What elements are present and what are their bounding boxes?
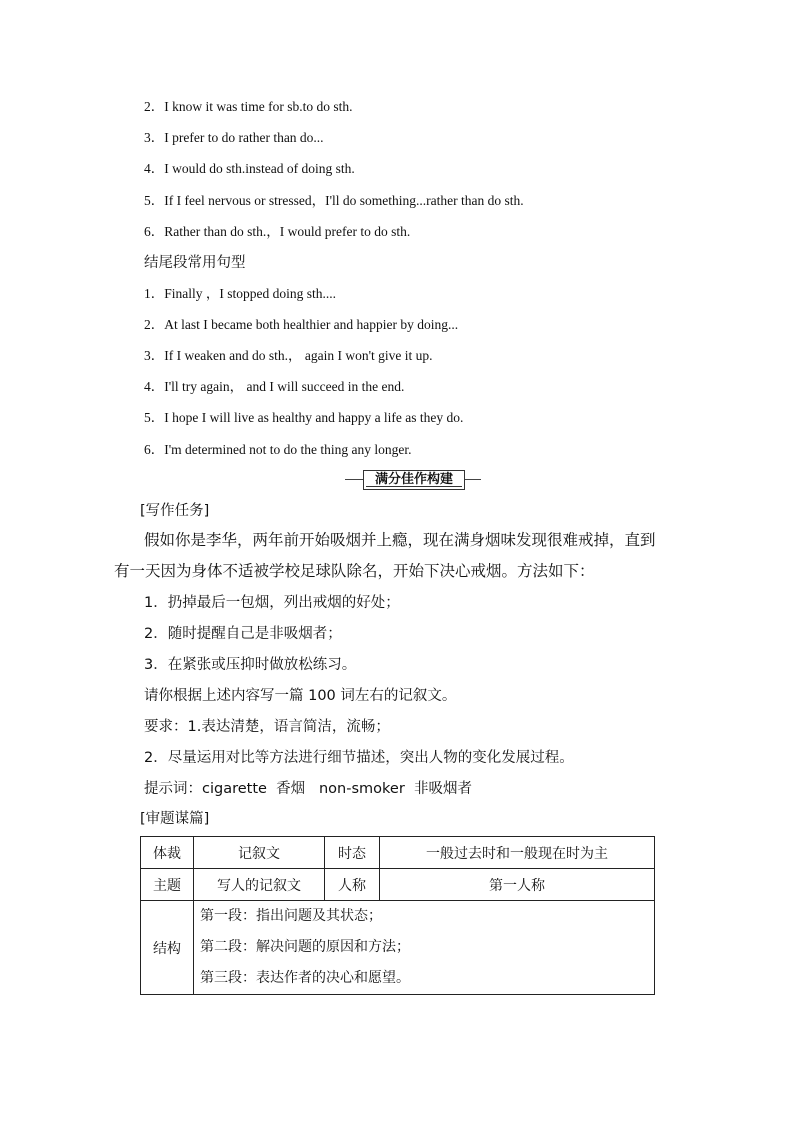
banner-rule-right: [465, 479, 481, 480]
structure-line-2: 第二段：解决问题的原因和方法；: [200, 939, 410, 955]
banner-rule-left: [345, 479, 363, 480]
table-cell-tense-label: 时态: [325, 837, 380, 869]
table-cell-genre-label: 体裁: [141, 837, 194, 869]
task-method-1: 1．扔掉最后一包烟，列出戒烟的好处；: [144, 595, 400, 611]
ending-sentence-5: 5．I hope I will live as healthy and happy a life as they do.: [144, 410, 464, 425]
body-sentence-2: 2．I know it was time for sb.to do sth.: [144, 99, 353, 114]
table-cell-structure-label: 结构: [141, 901, 194, 995]
structure-line-1: 第一段：指出问题及其状态；: [200, 908, 382, 924]
table-cell-theme-value: 写人的记叙文: [194, 869, 325, 901]
ending-sentence-1: 1．Finally ，I stopped doing sth....: [144, 286, 336, 301]
task-paragraph-line-2: 有一天因为身体不适被学校足球队除名，开始下决心戒烟。方法如下：: [114, 562, 595, 580]
requirement-1: 要求：1.表达清楚，语言简洁，流畅；: [144, 719, 390, 735]
ending-heading: 结尾段常用句型: [144, 255, 246, 271]
body-sentence-4: 4．I would do sth.instead of doing sth.: [144, 161, 355, 176]
hint-words: 提示词：cigarette 香烟 non-smoker 非吸烟者: [144, 781, 473, 797]
plan-table: [140, 836, 655, 995]
task-method-2: 2．随时提醒自己是非吸烟者；: [144, 626, 342, 642]
ending-sentence-2: 2．At last I became both healthier and happier by doing...: [144, 317, 459, 332]
body-sentence-5: 5．If I feel nervous or stressed，I'll do something...rather than do sth.: [144, 193, 524, 208]
plan-heading: [审题谋篇]: [140, 811, 210, 827]
ending-sentence-3: 3．If I weaken and do sth.， again I won't give it up.: [144, 348, 433, 363]
body-sentence-6: 6．Rather than do sth.，I would prefer to do sth.: [144, 224, 411, 239]
table-cell-structure-value: [194, 901, 655, 995]
table-cell-person-label: 人称: [325, 869, 380, 901]
table-cell-person-value: 第一人称: [380, 869, 655, 901]
task-paragraph-line-1: 假如你是李华，两年前开始吸烟并上瘾，现在满身烟味发现很难戒掉，直到: [144, 531, 656, 549]
table-cell-tense-value: 一般过去时和一般现在时为主: [380, 837, 655, 869]
table-row: [141, 901, 655, 995]
task-heading: [写作任务]: [140, 503, 210, 519]
task-instruction: 请你根据上述内容写一篇 100 词左右的记叙文。: [144, 688, 457, 704]
task-method-3: 3．在紧张或压抑时做放松练习。: [144, 657, 357, 673]
ending-sentence-4: 4．I'll try again， and I will succeed in the end.: [144, 379, 405, 394]
ending-sentence-6: 6．I'm determined not to do the thing any longer.: [144, 442, 412, 457]
section-banner: [345, 470, 481, 490]
requirement-2: 2．尽量运用对比等方法进行细节描述，突出人物的变化发展过程。: [144, 750, 574, 766]
table-cell-genre-value: 记叙文: [194, 837, 325, 869]
table-row: [141, 837, 655, 869]
table-cell-theme-label: 主题: [141, 869, 194, 901]
section-banner-title: 满分佳作构建: [363, 470, 465, 490]
table-row: [141, 869, 655, 901]
structure-line-3: 第三段：表达作者的决心和愿望。: [200, 970, 410, 986]
body-sentence-3: 3．I prefer to do rather than do...: [144, 130, 324, 145]
